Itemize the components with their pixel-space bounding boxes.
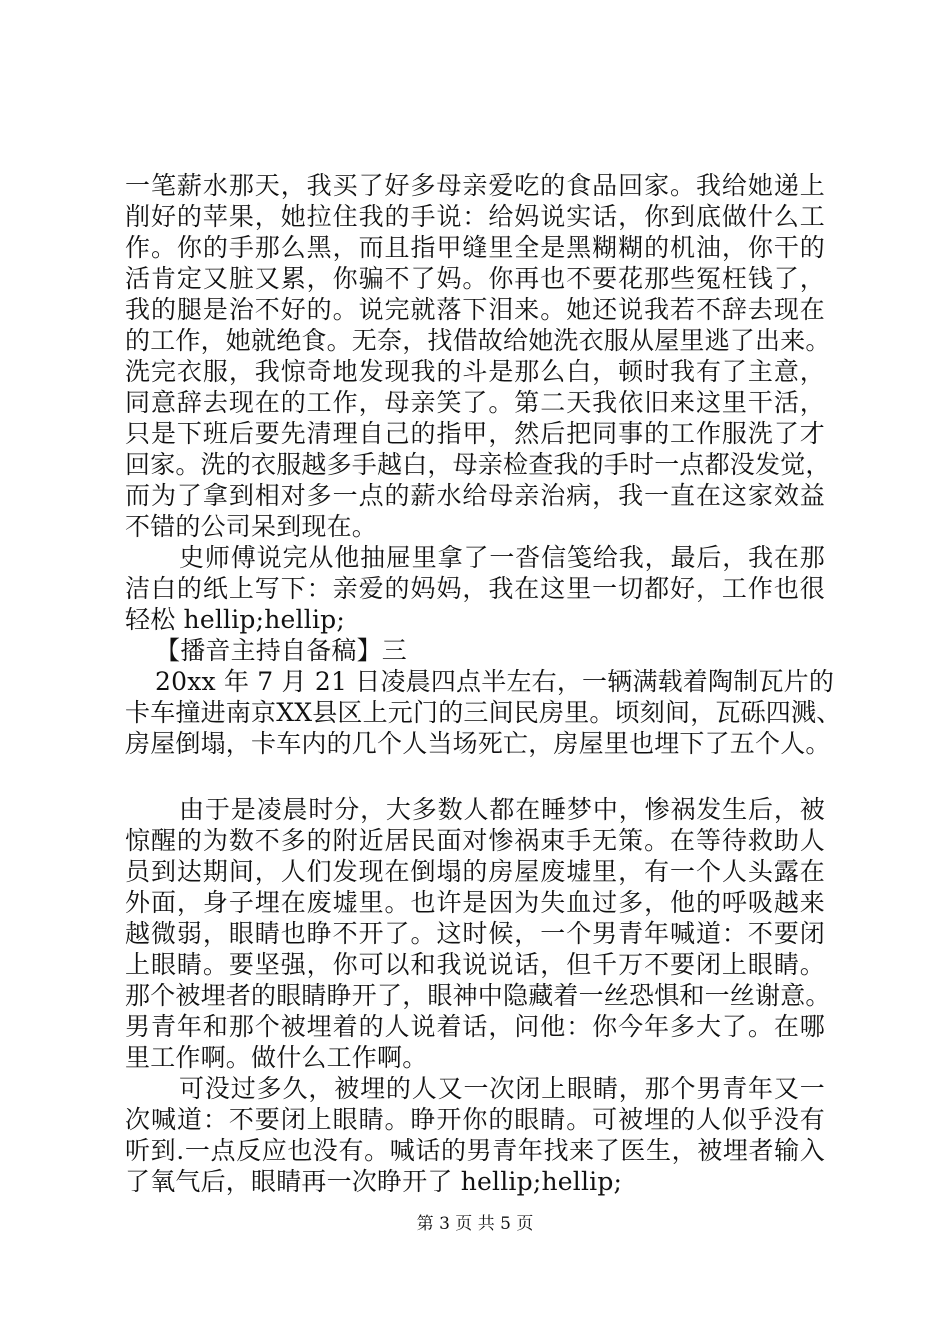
text-line: 削好的苹果，她拉住我的手说：给妈说实话，你到底做什么工 [125,202,825,231]
document-body [125,170,842,1197]
paragraph-start-line: 史师傅说完从他抽屉里拿了一沓信笺给我，最后，我在那 [179,543,825,572]
text-line: 越微弱，眼睛也睁不开了。这时候，一个男青年喊道：不要闭 [125,919,825,948]
paragraph-start-line: 由于是凌晨时分，大多数人都在睡梦中，惨祸发生后，被 [179,795,825,824]
text-line: 回家。洗的衣服越多手越白，母亲检查我的手时一点都没发觉， [125,450,831,479]
text-line: 作。你的手那么黑，而且指甲缝里全是黑糊糊的机油，你干的 [125,233,825,262]
text-line: 一笔薪水那天，我买了好多母亲爱吃的食品回家。我给她递上 [125,171,825,200]
text-line: 不错的公司呆到现在。 [125,512,378,541]
text-line: 只是下班后要先清理自己的指甲，然后把同事的工作服洗了才 [125,419,825,448]
text-line: 那个被埋者的眼睛睁开了，眼神中隐藏着一丝恐惧和一丝谢意。 [125,981,831,1010]
text-line: 员到达期间，人们发现在倒塌的房屋废墟里，有一个人头露在 [125,857,825,886]
text-line: 惊醒的为数不多的附近居民面对惨祸束手无策。在等待救助人 [125,826,825,855]
text-line: 听到.一点反应也没有。喊话的男青年找来了医生，被埋者输入 [125,1136,825,1165]
text-line: 房屋倒塌，卡车内的几个人当场死亡，房屋里也埋下了五个人。 [125,729,831,758]
paragraph-start-line: 可没过多久，被埋的人又一次闭上眼睛，那个男青年又一 [179,1074,825,1103]
text-line: 次喊道：不要闭上眼睛。睁开你的眼睛。可被埋的人似乎没有 [125,1105,825,1134]
text-line: 轻松 hellip;hellip; [125,605,345,634]
text-line: 外面，身子埋在废墟里。也许是因为失血过多，他的呼吸越来 [125,888,825,917]
text-line: 同意辞去现在的工作，母亲笑了。第二天我依旧来这里干活， [125,388,825,417]
text-line: 了氧气后，眼睛再一次睁开了 hellip;hellip; [125,1167,623,1196]
text-line: 洗完衣服，我惊奇地发现我的斗是那么白，顿时我有了主意， [125,357,825,386]
page-footer: 第 3 页 共 5 页 [416,1214,534,1234]
text-line: 男青年和那个被埋着的人说着话，问他：你今年多大了。在哪 [125,1012,825,1041]
text-line: 卡车撞进南京XX县区上元门的三间民房里。顷刻间，瓦砾四溅、 [125,698,842,727]
text-line: 活肯定又脏又累，你骗不了妈。你再也不要花那些冤枉钱了， [125,264,825,293]
blank-line [125,759,825,790]
text-line: 里工作啊。做什么工作啊。 [125,1043,428,1072]
text-line: 而为了拿到相对多一点的薪水给母亲治病，我一直在这家效益 [125,481,825,510]
section-heading: 【播音主持自备稿】三 [155,636,408,665]
text-line: 的工作，她就绝食。无奈，找借故给她洗衣服从屋里逃了出来。 [125,326,831,355]
paragraph-start-line: 20xx 年 7 月 21 日凌晨四点半左右，一辆满载着陶制瓦片的 [155,667,835,696]
text-line: 我的腿是治不好的。说完就落下泪来。她还说我若不辞去现在 [125,295,825,324]
text-line: 洁白的纸上写下：亲爱的妈妈，我在这里一切都好，工作也很 [125,574,825,603]
text-line: 上眼睛。要坚强，你可以和我说说话，但千万不要闭上眼睛。 [125,950,825,979]
